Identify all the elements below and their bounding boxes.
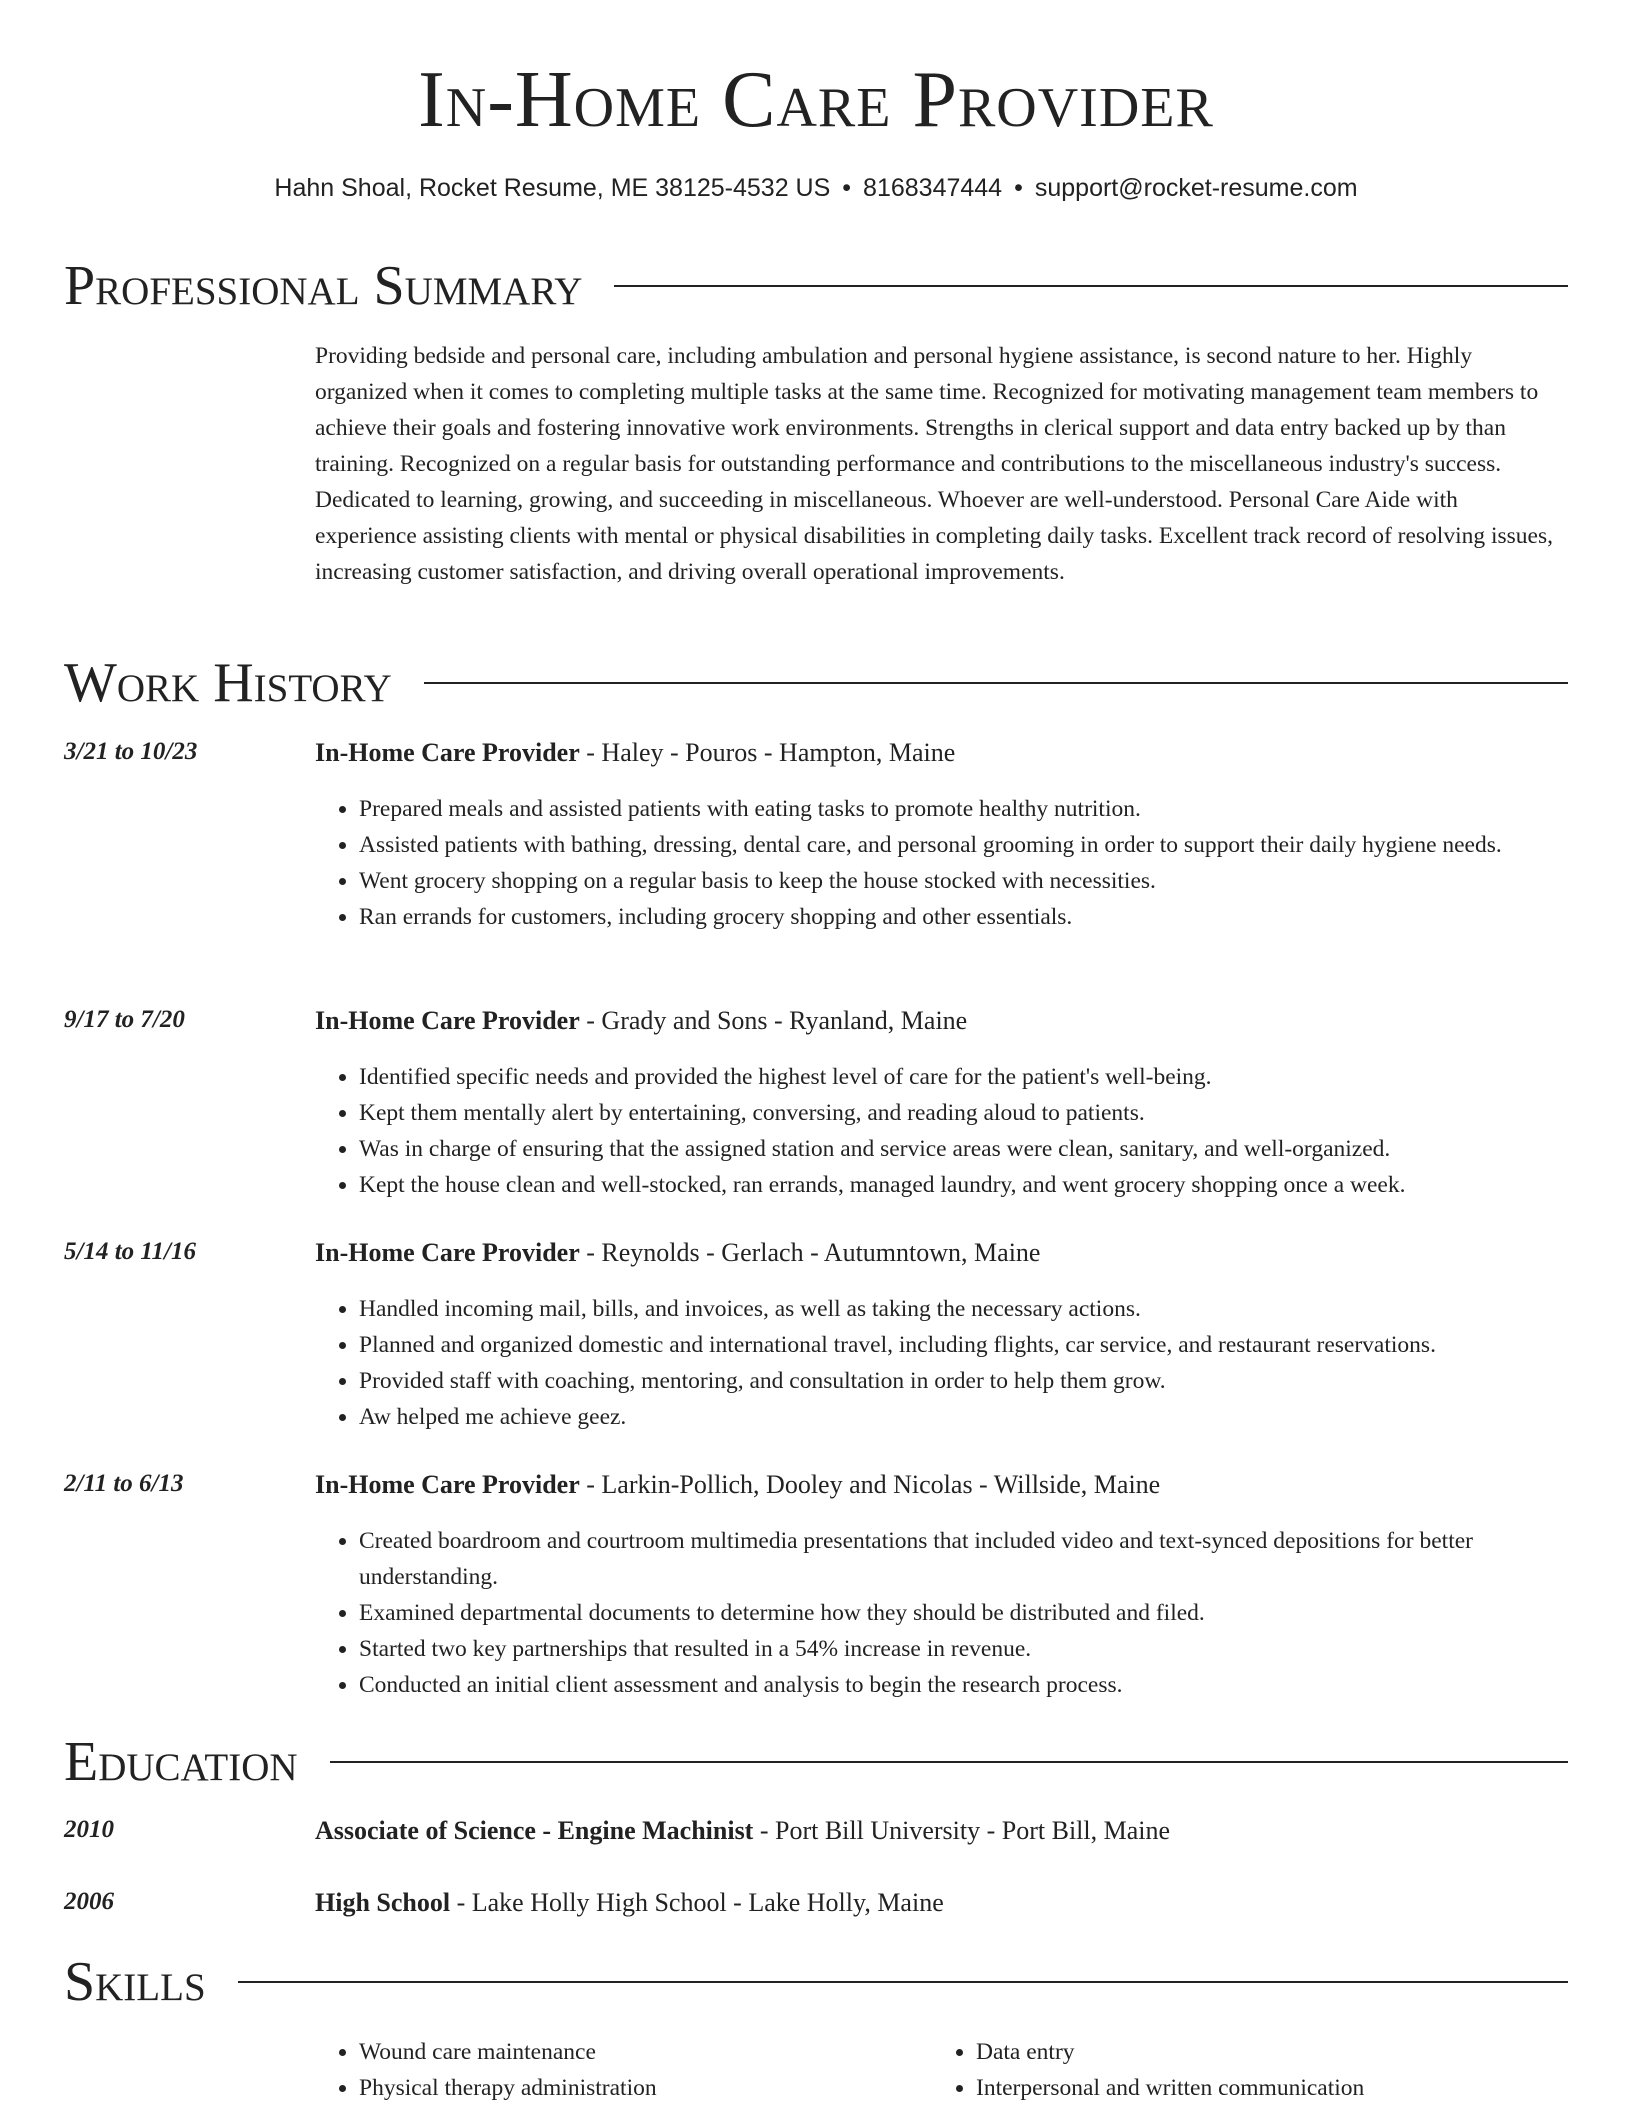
education-section-header (64, 1731, 1568, 1793)
list-item: • Aw helped me achieve geez. (359, 1399, 1609, 1435)
contact-address: Hahn Shoal, Rocket Resume, ME 38125-4532 US (274, 174, 831, 202)
list-item: • Examined departmental documents to determine how they should be distributed and filed. (359, 1595, 1609, 1631)
education-degree: Associate of Science - Engine Machinist (315, 1816, 754, 1845)
education-details: - Port Bill University - Port Bill, Maine (753, 1816, 1171, 1845)
contact-separator: • (842, 174, 852, 202)
resume-name: In-Home Care Provider (418, 56, 1214, 144)
job-details: - Grady and Sons - Ryanland, Maine (579, 1006, 968, 1035)
list-item: • Handled incoming mail, bills, and invoices, as well as taking the necessary actions. (359, 1291, 1609, 1327)
education-year: 2010 (64, 1816, 114, 1843)
list-item: • Data entry (976, 2034, 1596, 2070)
contact-separator: • (1014, 174, 1023, 202)
job-bullets (315, 1059, 1609, 1203)
skills-list-left (315, 2034, 919, 2106)
job-heading (315, 1006, 967, 1036)
job-details: - Larkin-Pollich, Dooley and Nicolas - Willside, Maine (579, 1470, 1161, 1499)
section-divider (238, 1981, 1568, 1983)
section-divider (424, 682, 1568, 684)
education-degree: High School (315, 1888, 451, 1917)
job-bullets (315, 1291, 1609, 1435)
section-title: Work History (64, 652, 392, 714)
list-item: • Wound care maintenance (359, 2034, 919, 2070)
job-heading (315, 1470, 1160, 1500)
contact-email: support@rocket-resume.com (1034, 174, 1358, 202)
list-item: • Was in charge of ensuring that the assigned station and service areas were clean, sanitary, and well-organized. (359, 1131, 1609, 1167)
education-year: 2006 (64, 1888, 114, 1915)
list-item: • Created boardroom and courtroom multimedia presentations that included video and text-synced depositions for better understanding. (359, 1523, 1609, 1595)
job-title: In-Home Care Provider (315, 1006, 580, 1035)
list-item: • Kept them mentally alert by entertaining, conversing, and reading aloud to patients. (359, 1095, 1609, 1131)
skills-section-header (64, 1951, 1568, 2013)
list-item: • Provided staff with coaching, mentoring, and consultation in order to help them grow. (359, 1363, 1609, 1399)
job-heading (315, 738, 955, 768)
summary-text: Providing bedside and personal care, including ambulation and personal hygiene assistance, is second nature to her. Highly organized when it comes to completing multiple tasks at the same time. Recognized for motivating management team members to achieve their goals and fostering innovative work environments. Strengths in clerical support and data entry backed up by than training. Recognized on a regular basis for outstanding performance and contributions to the miscellaneous industry's success. Dedicated to learning, growing, and succeeding in miscellaneous. Whoever are well-understood. Personal Care Aide with experience assisting clients with mental or physical disabilities in completing daily tasks. Excellent track record of resolving issues, increasing customer satisfaction, and driving overall operational improvements. (315, 343, 1554, 585)
list-item: • Interpersonal and written communication (976, 2070, 1596, 2106)
section-title: Skills (64, 1951, 206, 2013)
job-bullets (315, 791, 1609, 935)
job-title: In-Home Care Provider (315, 1238, 580, 1267)
job-details: - Reynolds - Gerlach - Autumntown, Maine (579, 1238, 1041, 1267)
job-dates: 3/21 to 10/23 (64, 738, 198, 765)
list-item: • Started two key partnerships that resulted in a 54% increase in revenue. (359, 1631, 1609, 1667)
list-item: • Identified specific needs and provided the highest level of care for the patient's well-being. (359, 1059, 1609, 1095)
list-item: • Assisted patients with bathing, dressing, dental care, and personal grooming in order to support their daily hygiene needs. (359, 827, 1609, 863)
section-title: Education (64, 1731, 298, 1793)
job-bullets (315, 1523, 1609, 1703)
work-section-header (64, 652, 1568, 714)
job-title: In-Home Care Provider (315, 738, 580, 767)
section-divider (614, 285, 1568, 287)
list-item: • Planned and organized domestic and international travel, including flights, car service, and restaurant reservations. (359, 1327, 1609, 1363)
skills-list-right (932, 2034, 1596, 2106)
list-item: • Prepared meals and assisted patients with eating tasks to promote healthy nutrition. (359, 791, 1609, 827)
job-details: - Haley - Pouros - Hampton, Maine (579, 738, 956, 767)
job-dates: 9/17 to 7/20 (64, 1006, 185, 1033)
education-heading (315, 1888, 944, 1918)
education-details: - Lake Holly High School - Lake Holly, Maine (450, 1888, 944, 1917)
job-title: In-Home Care Provider (315, 1470, 580, 1499)
job-dates: 2/11 to 6/13 (64, 1470, 184, 1497)
summary-section-header (64, 255, 1568, 317)
section-divider (330, 1761, 1568, 1763)
list-item: • Physical therapy administration (359, 2070, 919, 2106)
list-item: • Ran errands for customers, including grocery shopping and other essentials. (359, 899, 1609, 935)
list-item: • Kept the house clean and well-stocked, ran errands, managed laundry, and went grocery shopping once a week. (359, 1167, 1609, 1203)
job-heading (315, 1238, 1040, 1268)
job-dates: 5/14 to 11/16 (64, 1238, 196, 1265)
contact-line (0, 174, 1632, 203)
list-item: • Went grocery shopping on a regular basis to keep the house stocked with necessities. (359, 863, 1609, 899)
education-heading (315, 1816, 1170, 1846)
contact-phone: 8168347444 (863, 174, 1003, 202)
list-item: • Conducted an initial client assessment and analysis to begin the research process. (359, 1667, 1609, 1703)
section-title: Professional Summary (64, 255, 583, 317)
